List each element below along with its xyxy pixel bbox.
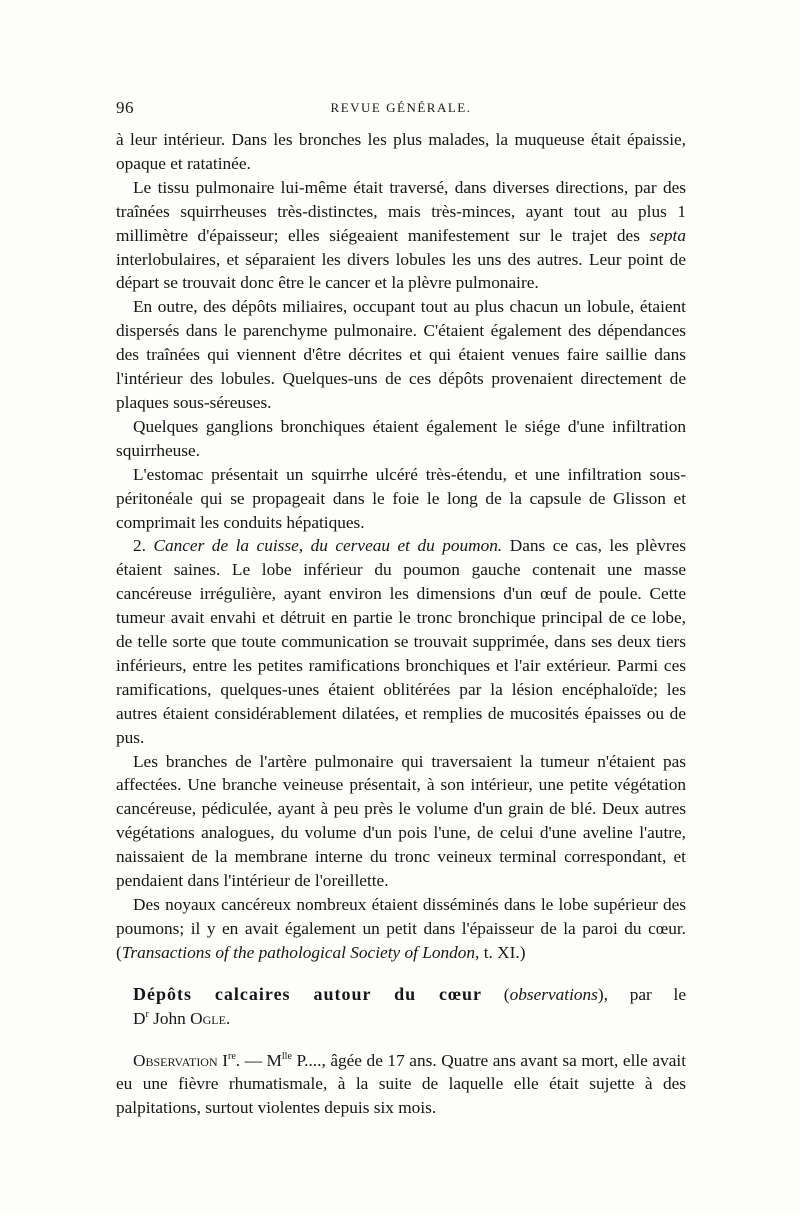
paragraph-2 [116, 176, 686, 296]
paragraph-1: à leur intérieur. Dans les bronches les plus malades, la muqueuse était épaissie, opaque et ratatinée. [116, 130, 686, 173]
section-gap [116, 965, 686, 983]
page-header [116, 98, 686, 120]
section-title-italic: observations [509, 984, 598, 1004]
paragraph-6-number: 2. [133, 536, 146, 556]
paragraph-8-part-a: Des noyaux cancéreux nombreux étaient disséminés dans le lobe supérieur des poumons; il y en avait également un petit dans l'épaisseur de la paroi du cœur. ( [116, 895, 686, 962]
observation-gap [116, 1031, 686, 1049]
observation-paragraph [116, 1049, 686, 1121]
paragraph-5: L'estomac présentait un squirrhe ulcéré très-étendu, et une infiltration sous-péritonéale qui se propageait dans le foie le long de la capsule de Glisson et comprimait les conduits hépatiques. [116, 464, 686, 532]
author-name: John [148, 1008, 191, 1028]
paragraph-6 [116, 534, 686, 749]
author-prefix: D [133, 1008, 146, 1028]
paragraph-2-italic: septa [649, 225, 686, 245]
body-text [116, 128, 686, 1120]
running-title: REVUE GÉNÉRALE. [330, 100, 472, 115]
paragraph-8-part-b: t. XI.) [479, 942, 526, 962]
section-paren-open: ( [482, 984, 510, 1004]
author-surname: Ogle. [190, 1008, 231, 1028]
paragraph-6-italic: Cancer de la cuisse, du cerveau et du poumon. [153, 536, 503, 556]
paragraph-6-rest: Dans ce cas, les plèvres étaient saines. Le lobe inférieur du poumon gauche contenait une masse cancéreuse irrégulière, ayant environ les dimensions d'un œuf de poule. Cette tumeur avait envahi et détruit en partie le tronc bronchique principal de ce lobe, de telle sorte que toute communication se trouvait supprimée, dans ses deux tiers inférieurs, entre les petites ramifications bronchiques et l'air extérieur. Parmi ces ramifications, quelques-unes étaient oblitérées par la lésion encéphaloïde; les autres étaient considérablement dilatées, et remplies de mucosités épaisses ou de pus. [116, 536, 686, 747]
author-sup: r [145, 1008, 149, 1020]
observation-text: P...., âgée de 17 ans. Quatre ans avant sa mort, elle avait eu une fièvre rhumatismale, à la suite de laquelle elle était sujette à des palpitations, surtout violentes depuis six mois. [116, 1050, 687, 1118]
paragraph-8-italic: Transactions of the pathological Society of London, [121, 942, 480, 962]
paragraph-4: Quelques ganglions bronchiques étaient également le siége d'une infiltration squirrheuse. [116, 416, 686, 460]
observation-dash: . — M [235, 1050, 282, 1070]
section-author [116, 1007, 686, 1031]
observation-label: Observation I [133, 1050, 228, 1070]
section-heading [116, 983, 686, 1007]
paragraph-3: En outre, des dépôts miliaires, occupant tout au plus chacun un lobule, étaient dispersés dans le parenchyme pulmonaire. C'étaient également des dépendances des traînées qui viennent d'être décrites et qui étaient venues faire saillie dans l'intérieur des lobules. Quelques-uns de ces dépôts provenaient directement de plaques sous-séreuses. [116, 297, 686, 412]
paragraph-2-part-a: Le tissu pulmonaire lui-même était traversé, dans diverses directions, par des traînées squirrheuses très-distinctes, mais très-minces, ayant tout au plus 1 millimètre d'épaisseur; elles siégeaient manifestement sur le trajet des [116, 177, 686, 245]
paragraph-8 [116, 893, 686, 965]
mlle-sup: lle [281, 1050, 292, 1062]
paragraph-7: Les branches de l'artère pulmonaire qui traversaient la tumeur n'étaient pas affectées. Une branche veineuse présentait, à son intérieur, une petite végétation cancéreuse, pédiculée, ayant à peu près le volume d'un grain de blé. Deux autres végétations analogues, du volume d'un pois l'une, de celui d'une aveline l'autre, naissaient de la membrane interne du tronc veineux terminal correspondant, et pendaient dans l'intérieur de l'oreillette. [116, 751, 686, 891]
page-number: 96 [116, 98, 134, 117]
observation-label-sup: re [227, 1050, 236, 1062]
section-title: Dépôts calcaires autour du cœur [133, 983, 483, 1004]
section-paren-close: ), par le [597, 984, 687, 1004]
paragraph-2-part-b: interlobulaires, et séparaient les divers lobules les uns des autres. Leur point de départ se trouvait donc être le cancer et la plèvre pulmonaire. [116, 249, 686, 293]
